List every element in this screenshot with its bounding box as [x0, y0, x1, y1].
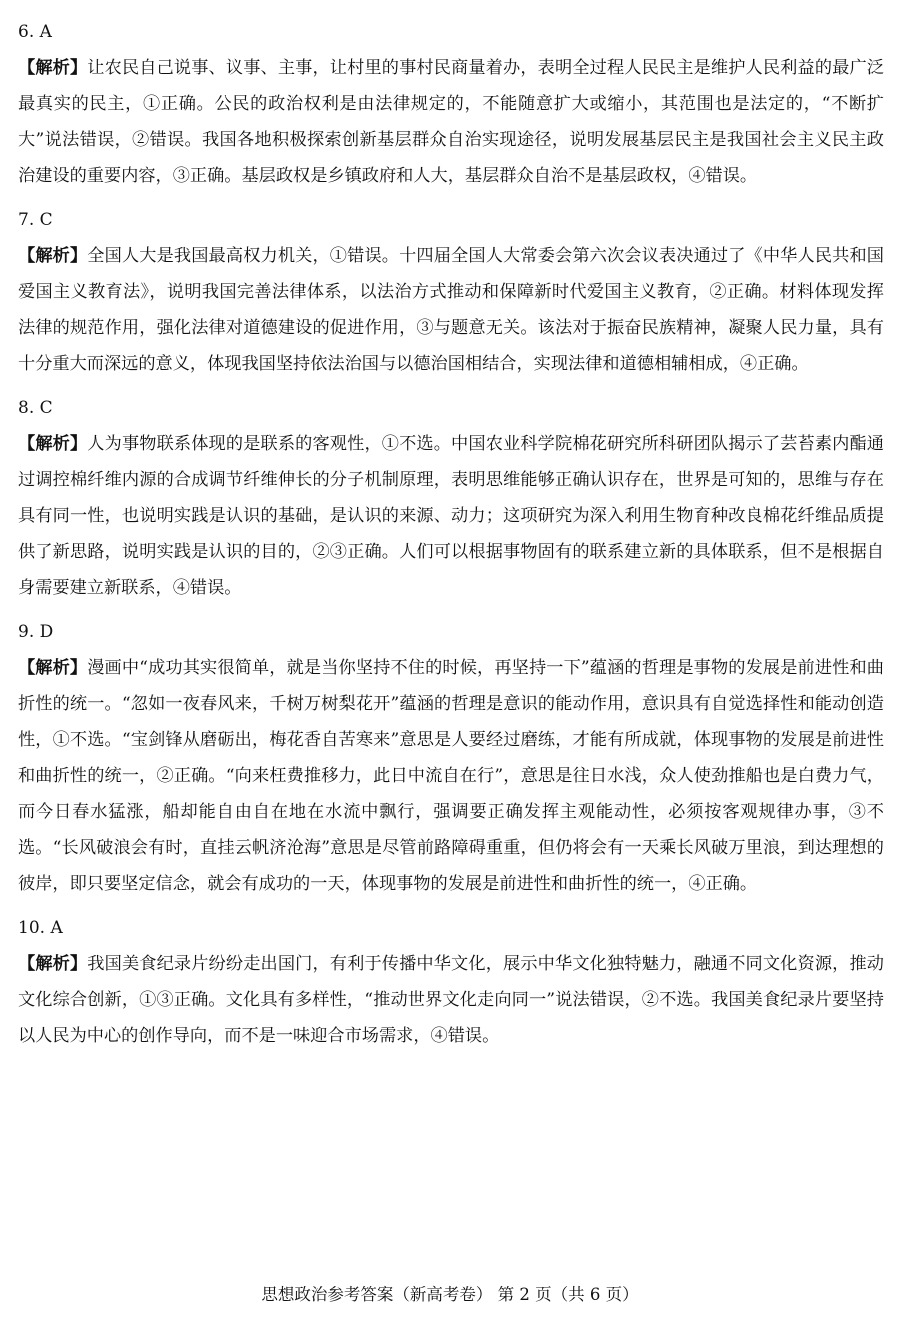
- answer-item-7: [18, 202, 884, 382]
- analysis-text: 人为事物联系体现的是联系的客观性，①不选。中国农业科学院棉花研究所科研团队揭示了芸苔素内酯通过调控棉纤维内源的合成调节纤维伸长的分子机制原理，表明思维能够正确认识存在，世界是可知的，思维与存在具有同一性，也说明实践是认识的基础，是认识的来源、动力；这项研究为深入利用生物育种改良棉花纤维品质提供了新思路，说明实践是认识的目的，②③正确。人们可以根据事物固有的联系建立新的具体联系，但不是根据自身需要建立新联系，④错误。: [18, 434, 884, 598]
- answer-item-9: [18, 614, 884, 902]
- answer-item-10: [18, 910, 884, 1054]
- analysis-paragraph: [18, 426, 884, 606]
- analysis-text: 我国美食纪录片纷纷走出国门，有利于传播中华文化，展示中华文化独特魅力，融通不同文化资源，推动文化综合创新，①③正确。文化具有多样性，“推动世界文化走向同一”说法错误，②不选。我国美食纪录片要坚持以人民为中心的创作导向，而不是一味迎合市场需求，④错误。: [18, 954, 884, 1046]
- answer-item-6: [18, 14, 884, 194]
- analysis-tag: 【解析】: [18, 58, 88, 78]
- answer-number: 6. A: [18, 22, 52, 42]
- answer-number: 8. C: [18, 398, 53, 418]
- analysis-tag: 【解析】: [18, 246, 88, 266]
- analysis-text: 全国人大是我国最高权力机关，①错误。十四届全国人大常委会第六次会议表决通过了《中华人民共和国爱国主义教育法》，说明我国完善法律体系，以法治方式推动和保障新时代爱国主义教育，②正确。材料体现发挥法律的规范作用，强化法律对道德建设的促进作用，③与题意无关。该法对于振奋民族精神，凝聚人民力量，具有十分重大而深远的意义，体现我国坚持依法治国与以德治国相结合，实现法律和道德相辅相成，④正确。: [18, 246, 884, 374]
- answer-number: 7. C: [18, 210, 53, 230]
- page-footer: 思想政治参考答案（新高考卷） 第 2 页（共 6 页）: [261, 1285, 639, 1304]
- analysis-paragraph: [18, 50, 884, 194]
- answer-number: 10. A: [18, 918, 63, 938]
- analysis-text: 让农民自己说事、议事、主事，让村里的事村民商量着办，表明全过程人民民主是维护人民利益的最广泛最真实的民主，①正确。公民的政治权利是由法律规定的，不能随意扩大或缩小，其范围也是法定的，“不断扩大”说法错误，②错误。我国各地积极探索创新基层群众自治实现途径，说明发展基层民主是我国社会主义民主政治建设的重要内容，③正确。基层政权是乡镇政府和人大，基层群众自治不是基层政权，④错误。: [18, 58, 884, 186]
- answer-number: 9. D: [18, 622, 54, 642]
- analysis-paragraph: [18, 238, 884, 382]
- answer-list: [18, 14, 884, 1062]
- analysis-tag: 【解析】: [18, 658, 88, 678]
- analysis-text: 漫画中“成功其实很简单，就是当你坚持不住的时候，再坚持一下”蕴涵的哲理是事物的发展是前进性和曲折性的统一。“忽如一夜春风来，千树万树梨花开”蕴涵的哲理是意识的能动作用，意识具有自觉选择性和能动创造性，①不选。“宝剑锋从磨砺出，梅花香自苦寒来”意思是人要经过磨练，才能有所成就，体现事物的发展是前进性和曲折性的统一，②正确。“向来枉费推移力，此日中流自在行”，意思是往日水浅，众人使劲推船也是白费力气，而今日春水猛涨，船却能自由自在地在水流中飘行，强调要正确发挥主观能动性，必须按客观规律办事，③不选。“长风破浪会有时，直挂云帆济沧海”意思是尽管前路障碍重重，但仍将会有一天乘长风破万里浪，到达理想的彼岸，即只要坚定信念，就会有成功的一天，体现事物的发展是前进性和曲折性的统一，④正确。: [18, 658, 884, 894]
- answer-item-8: [18, 390, 884, 606]
- analysis-tag: 【解析】: [18, 434, 88, 454]
- analysis-paragraph: [18, 650, 884, 902]
- analysis-tag: 【解析】: [18, 954, 88, 974]
- analysis-paragraph: [18, 946, 884, 1054]
